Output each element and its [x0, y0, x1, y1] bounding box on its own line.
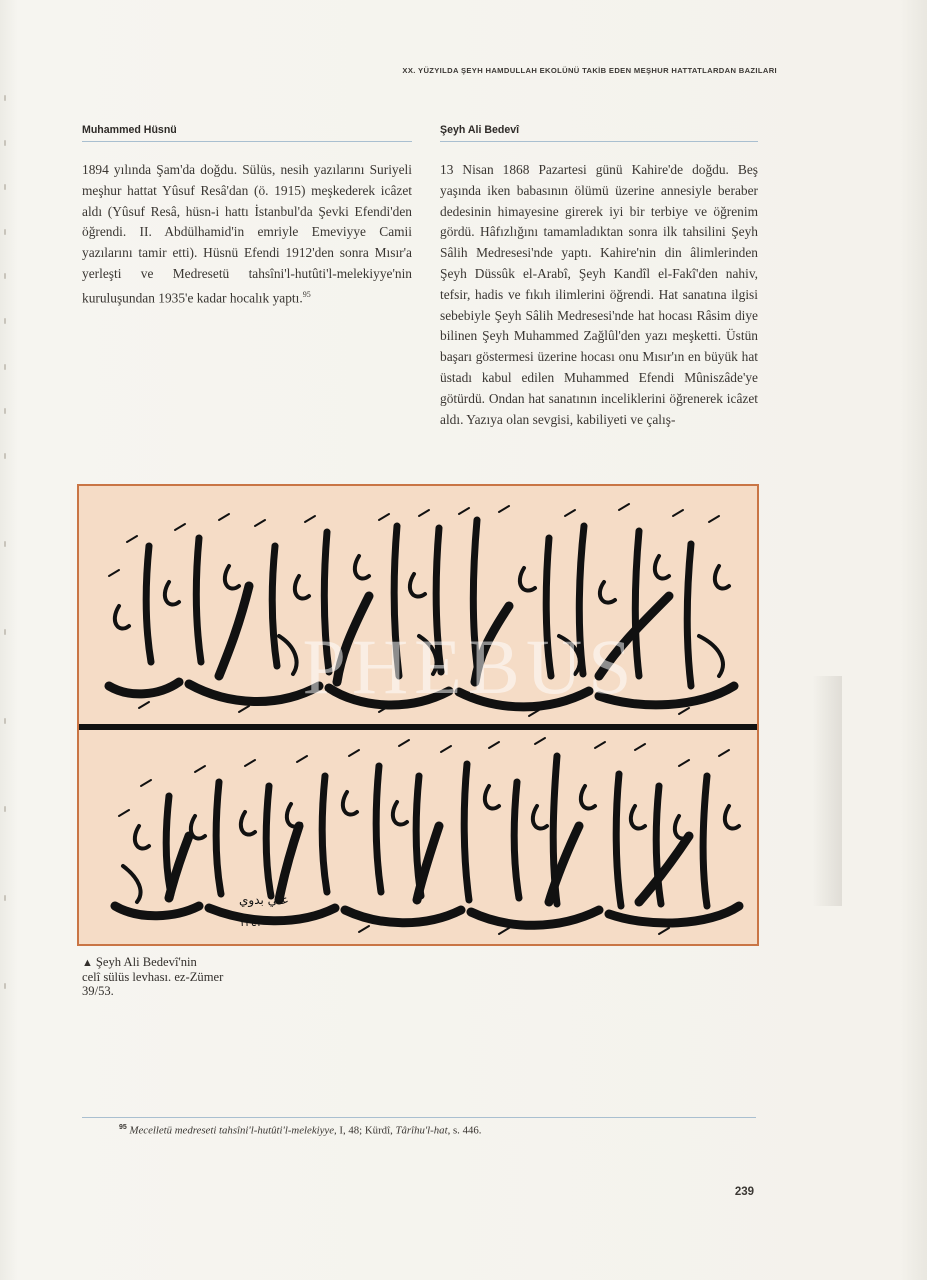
section-heading-muhammed-husnu: Muhammed Hüsnü [82, 124, 412, 142]
footnote-rule [82, 1117, 756, 1118]
left-column [82, 124, 412, 309]
footnote-reference[interactable]: 95 [302, 289, 311, 299]
calligrapher-signature: علي بدوي [239, 893, 289, 907]
footnote-number: 95 [119, 1124, 127, 1131]
signature-date: ١٣٤٣ [239, 916, 263, 929]
watermark: PHEBUS [302, 623, 638, 710]
right-body-text: 13 Nisan 1868 Pazartesi günü Kahire'de doğdu. Beş yaşında iken babasının ölümü üzerine annesiyle beraber dedesinin himayesine girerek iyi bir terbiye ve öğrenim gördü. Hâfızlığını tamamladıktan sonra ilk tahsilini Şeyh Sâlih Medresesi'nde yaptı. Kahire'nin din âlimlerinden Şeyh Düssûk el-Arabî, Şeyh Kandîl el-Fakî'den nahiv, tefsir, hadis ve fıkıh ilimlerini öğrendi. Hat sanatına ilgisi sebebiyle Şeyh Sâlih Medresesi'nde hat hocası Râsim diye bilinen Şeyh Muhammed Zağlûl'den yazı meşketti. Üstün başarı göstermesi üzerine hocası onu Mısır'ın en büyük hat üstadı kabul edilen Muhammed Efendi Mûniszâde'ye götürdü. Ondan hat sanatının inceliklerini öğrenerek icâzet aldı. Yazıya olan sevgisi, kabiliyeti ve çalış- [440, 162, 758, 427]
caption-line-1: Şeyh Ali Bedevî'nin [95, 955, 197, 969]
footnote [119, 1124, 739, 1137]
caption-line-2: celî sülüs levhası. ez-Zümer [82, 970, 224, 984]
calligraphy-artwork [79, 486, 757, 944]
running-head: XX. YÜZYILDA ŞEYH HAMDULLAH EKOLÜNÜ TAKİB EDEN MEŞHUR HATTATLARDAN BAZILARI [402, 66, 777, 75]
footnote-text-plain: I, 48; Kürdî, [336, 1124, 396, 1137]
right-column [440, 124, 758, 452]
plate-divider [79, 724, 757, 730]
left-body-text [82, 160, 412, 309]
calligraphy-plate [77, 484, 759, 946]
page-number: 239 [734, 1186, 754, 1198]
section-heading-seyh-ali-bedevi: Şeyh Ali Bedevî [440, 124, 758, 142]
footnote-title-italic-2: Târîhu'l-hat [395, 1124, 448, 1137]
caret-up-icon: ▲ [82, 957, 93, 969]
left-body-paragraph: 1894 yılında Şam'da doğdu. Sülüs, nesih yazılarını Suriyeli meşhur hattat Yûsuf Resâ'dan (ö. 1915) meşkederek icâzet aldı (Yûsuf Resâ, hüsn-i hattı İstanbul'da Şevki Efendi'den öğrendi. II. Abdülhamid'in emriyle Emeviyye Camii yazılarını tamir etti). Hüsnü Efendi 1912'den sonra Mısır'a yerleşti ve Medresetü tahsîni'l-hutûti'l-melekiyye'nin kuruluşundan 1935'e kadar hocalık yaptı. [82, 162, 412, 306]
binding-edge [4, 0, 10, 1280]
adjacent-page-shadow [812, 676, 842, 906]
figure-caption [82, 955, 272, 998]
footnote-text-end: , s. 446. [447, 1124, 482, 1137]
caption-line-3: 39/53. [82, 984, 114, 998]
footnote-title-italic: Mecelletü medreseti tahsîni'l-hutûti'l-melekiyye, [129, 1124, 337, 1137]
